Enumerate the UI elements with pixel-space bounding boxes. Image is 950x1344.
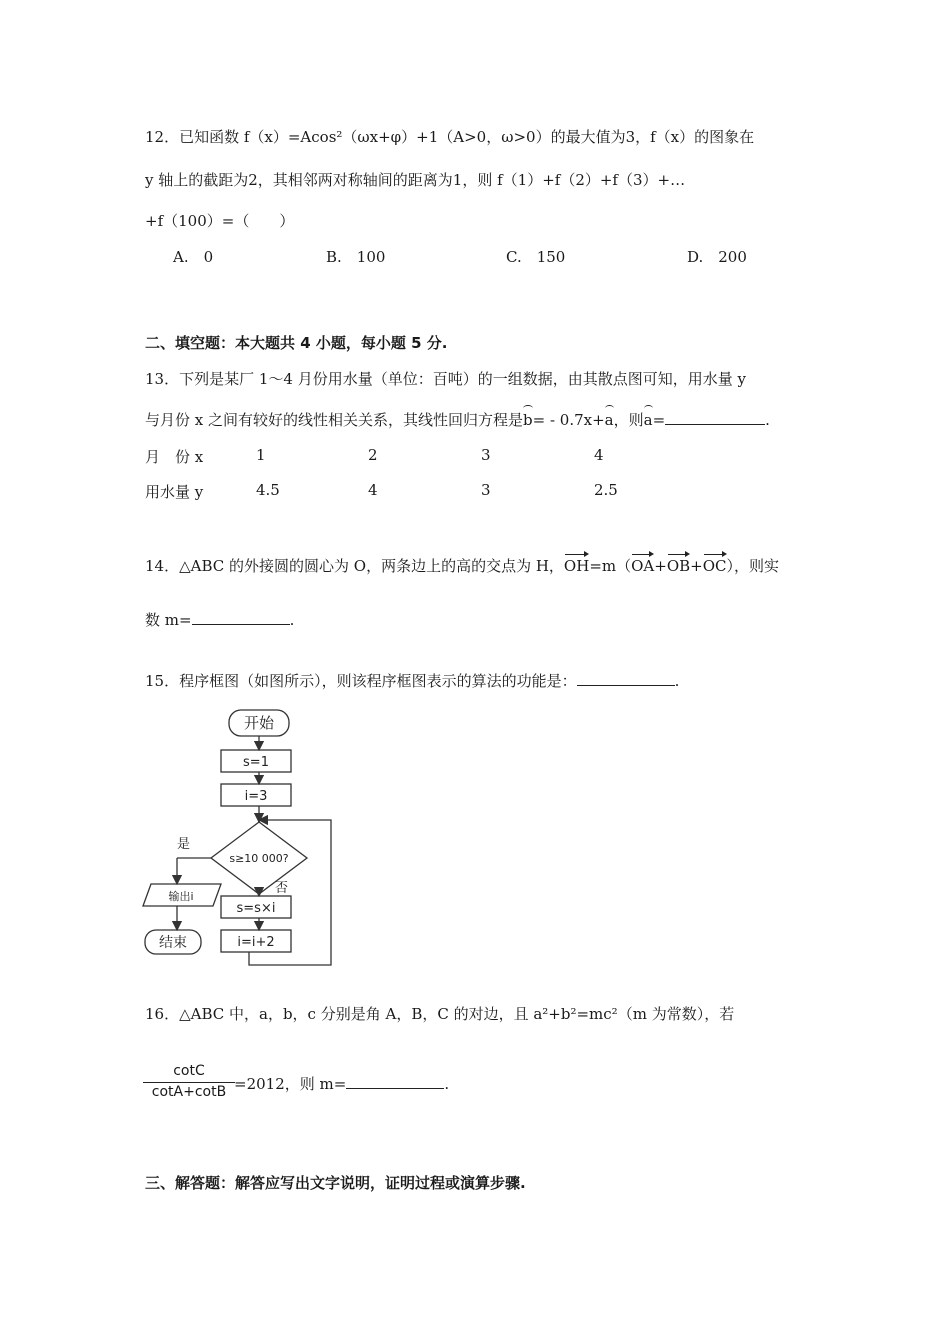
q12-option-a: A. 0	[173, 248, 214, 266]
vector-oc: OC	[702, 557, 727, 575]
q16-after-text: =2012，则 m=	[234, 1075, 347, 1093]
q15-period: .	[674, 672, 680, 690]
vector-oh: OH	[563, 557, 590, 575]
q14-period: .	[289, 611, 295, 629]
q14-plus: +	[690, 557, 703, 575]
q16-fraction	[143, 1063, 235, 1102]
q12-option-c: C. 150	[506, 248, 566, 266]
q14-line1	[145, 555, 779, 576]
q14-suffix: ），则实	[726, 557, 780, 575]
q14-eq-m: =m（	[589, 557, 632, 575]
flowchart	[135, 700, 345, 972]
q14-line2-text: 数 m=	[145, 611, 192, 629]
q13-line2	[145, 409, 770, 430]
flow-multiply-label: s=s×i	[236, 901, 276, 916]
q13-eq: =	[652, 411, 666, 429]
q13-line2-prefix: 与月份 x 之间有较好的线性相关关系，其线性回归方程是	[145, 411, 523, 429]
fraction-numerator: cotC	[173, 1063, 205, 1079]
q12-option-d: D. 200	[687, 248, 747, 266]
vector-oa: OA	[631, 557, 655, 575]
q14-prefix: 14．△ABC 的外接圆的圆心为 O，两条边上的高的交点为 H，	[145, 557, 564, 575]
q15-line	[145, 670, 679, 691]
table-cell: 4	[368, 481, 378, 499]
flow-end-label: 结束	[159, 935, 187, 951]
flow-condition-label: s≥10 000?	[229, 852, 289, 865]
q16-period: .	[444, 1075, 450, 1093]
q13-period: .	[765, 411, 770, 429]
section3-heading: 三、解答题：解答应写出文字说明，证明过程或演算步骤.	[145, 1174, 526, 1192]
fraction-denominator: cotA+cotB	[151, 1084, 227, 1100]
section2-heading: 二、填空题：本大题共 4 小题，每小题 5 分.	[145, 334, 448, 352]
q14-answer-blank[interactable]	[192, 610, 290, 625]
q14-line2	[145, 609, 294, 630]
table-cell: 3	[481, 481, 491, 499]
q14-plus: +	[654, 557, 667, 575]
q16-answer-blank[interactable]	[346, 1074, 444, 1089]
table-row1-label: 月 份 x	[145, 448, 204, 466]
q16-after	[234, 1073, 449, 1094]
q12-option-b: B. 100	[326, 248, 386, 266]
vector-ob: OB	[666, 557, 691, 575]
table-row2-label: 用水量 y	[145, 483, 204, 501]
flow-no-label: 否	[275, 881, 289, 896]
q12-line3: +f（100）=（ ）	[145, 212, 295, 230]
a-hat: a	[604, 411, 614, 429]
q13-answer-blank[interactable]	[665, 410, 765, 425]
table-cell: 1	[256, 446, 266, 464]
q13-equation: = - 0.7x+	[532, 411, 605, 429]
q13-then: ，则	[613, 411, 644, 429]
flow-start-label: 开始	[243, 714, 275, 732]
table-cell: 4.5	[256, 481, 280, 499]
b-hat: b	[523, 411, 533, 429]
q15-answer-blank[interactable]	[577, 671, 675, 686]
q13-line1: 13．下列是某厂 1～4 月份用水量（单位：百吨）的一组数据，由其散点图可知，用水量 y	[145, 370, 746, 388]
table-cell: 3	[481, 446, 491, 464]
q12-line2: y 轴上的截距为2，其相邻两对称轴间的距离为1，则 f（1）+f（2）+f（3）+…	[145, 171, 686, 189]
q15-text: 15．程序框图（如图所示），则该程序框图表示的算法的功能是：	[145, 672, 577, 690]
q16-line1: 16．△ABC 中，a，b，c 分别是角 A，B，C 的对边，且 a²+b²=mc²（m 为常数），若	[145, 1005, 735, 1023]
flow-s-init-label: s=1	[243, 755, 269, 770]
table-cell: 2	[368, 446, 378, 464]
fraction-bar	[143, 1082, 235, 1083]
q12-line1: 12．已知函数 f（x）=Acos²（ωx+φ）+1（A>0，ω>0）的最大值为3，f（x）的图象在	[145, 128, 755, 146]
table-cell: 4	[594, 446, 604, 464]
flow-i-init-label: i=3	[244, 789, 268, 804]
flow-increment-label: i=i+2	[237, 935, 275, 950]
a-hat-answer: a	[643, 411, 653, 429]
flow-yes-label: 是	[177, 837, 191, 852]
table-cell: 2.5	[594, 481, 618, 499]
flow-output-label: 输出i	[168, 890, 194, 903]
